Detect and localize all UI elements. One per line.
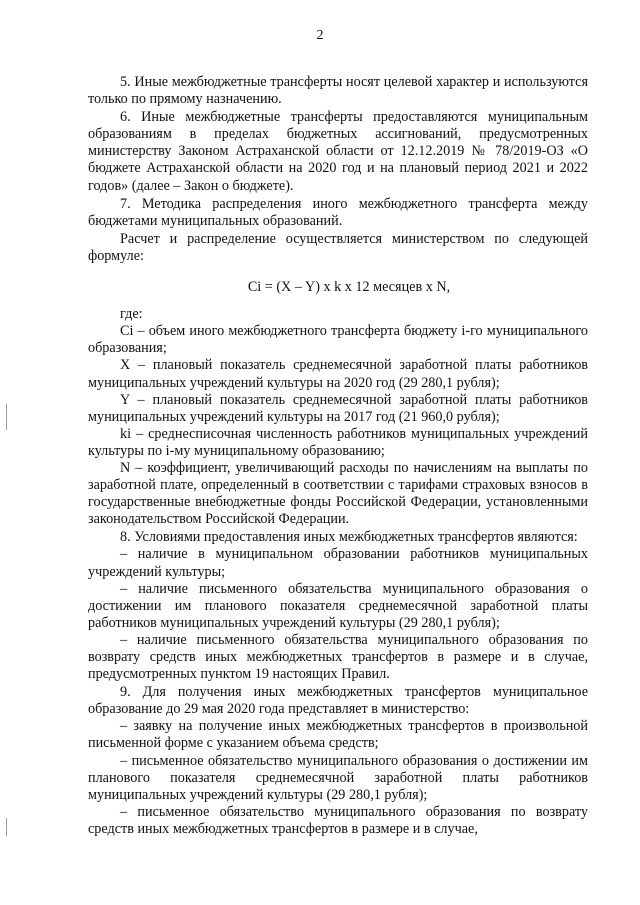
paragraph-8-item: – наличие письменного обязательства муниципального образования о достижении им планового показателя среднемесячной заработной платы работников муниципальных учреждений культуры (29 280,1 рубля); [88,580,588,631]
definition-x: X – плановый показатель среднемесячной заработной платы работников муниципальных учреждений культуры на 2020 год (29 280,1 рубля); [88,357,588,391]
scan-margin-mark [6,404,7,430]
document-body [88,74,588,838]
definition-y: Y – плановый показатель среднемесячной заработной платы работников муниципальных учреждений культуры на 2017 год (21 960,0 рубля); [88,391,588,425]
paragraph-6: 6. Иные межбюджетные трансферты предоставляются муниципальным образованиям в пределах бюджетных ассигнований, предусмотренных министерству Законом Астраханской области от 12.12.2019 № 78/2019-ОЗ «О бюджете Астраханской области на 2020 год и на плановый период 2021 и 2022 годов» (далее – Закон о бюджете). [88,109,588,194]
definition-ki: ki – среднесписочная численность работников муниципальных учреждений культуры по i-му муниципальному образованию; [88,425,588,459]
paragraph-5: 5. Иные межбюджетные трансферты носят целевой характер и используются только по прямому назначению. [88,74,588,108]
page-number: 2 [316,28,324,43]
scan-margin-mark [6,818,7,836]
definition-n: N – коэффициент, увеличивающий расходы по начислениям на выплаты по заработной плате, определенный в соответствии с тарифами страховых взносов в государственные внебюджетные фонды Российской Федерации, установленными законодательством Российской Федерации. [88,459,588,528]
paragraph-9-item: – письменное обязательство муниципального образования о достижении им планового показателя среднемесячной заработной платы работников муниципальных учреждений культуры (29 280,1 рубля); [88,752,588,803]
paragraph-8-item: – наличие письменного обязательства муниципального образования по возврату средств иных межбюджетных трансфертов в размере и в случае, предусмотренных пунктом 19 настоящих Правил. [88,631,588,683]
paragraph-7: 7. Методика распределения иного межбюджетного трансферта между бюджетами муниципальных образований. [88,195,588,229]
paragraph-9-heading: 9. Для получения иных межбюджетных трансфертов муниципальное образование до 29 мая 2020 года представляет в министерство: [88,684,588,718]
paragraph-calculation-intro: Расчет и распределение осуществляется министерством по следующей формуле: [88,230,588,264]
paragraph-8-item: – наличие в муниципальном образовании работников муниципальных учреждений культуры; [88,546,588,580]
formula: Ci = (X – Y) x k x 12 месяцев x N, [247,279,451,296]
where-label: где: [120,306,143,323]
paragraph-9-item: – заявку на получение иных межбюджетных трансфертов в произвольной письменной форме с указанием объема средств; [88,718,588,752]
paragraph-9-item: – письменное обязательство муниципального образования по возврату средств иных межбюджетных трансфертов в размере и в случае, [88,803,588,837]
definition-ci: Ci – объем иного межбюджетного трансферта бюджету i-го муниципального образования; [88,323,588,357]
paragraph-8-heading: 8. Условиями предоставления иных межбюджетных трансфертов являются: [120,529,578,546]
